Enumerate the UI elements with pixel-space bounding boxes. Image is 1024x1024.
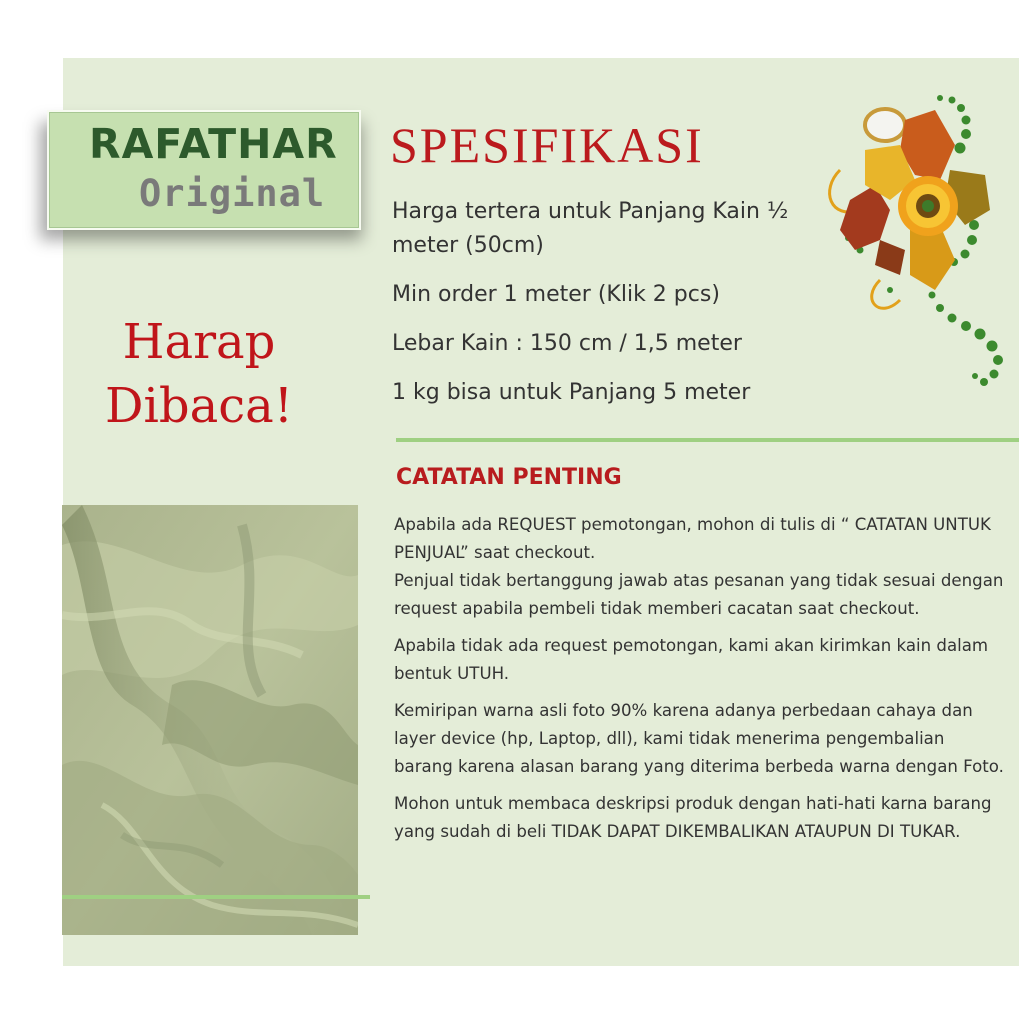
spec-item: Harga tertera untuk Panjang Kain ½ meter (50cm) <box>392 199 789 258</box>
note-paragraph: Apabila tidak ada request pemotongan, kami akan kirimkan kain dalam bentuk UTUH. <box>394 636 989 683</box>
spec-title: SPESIFIKASI <box>390 117 704 173</box>
sunflower-icon <box>898 176 958 236</box>
spec-item: Lebar Kain : 150 cm / 1,5 meter <box>392 331 742 356</box>
section-divider <box>396 438 1019 442</box>
note-text: Penjual tidak bertanggung jawab atas pesanan yang tidak sesuai dengan request apabila pembeli tidak memberi cacatan saat checkout. <box>394 571 1004 618</box>
brand-name: RAFATHAR <box>89 120 338 168</box>
note-paragraph: Kemiripan warna asli foto 90% karena adanya perbedaan cahaya dan layer device (hp, Laptop, dll), kami tidak menerima pengembalian barang karena alasan barang yang diterima berbeda warna dengan Foto. <box>394 701 1004 776</box>
brand-sub: Original <box>139 172 326 215</box>
catatan-notes <box>394 511 1006 855</box>
notice-heading <box>94 310 304 438</box>
notice-line-1: Harap <box>122 314 276 370</box>
spec-item: 1 kg bisa untuk Panjang 5 meter <box>392 380 751 405</box>
spec-item: Min order 1 meter (Klik 2 pcs) <box>392 282 720 307</box>
notice-line-2: Dibaca! <box>105 378 293 434</box>
spec-list <box>392 195 832 425</box>
flower-ornament <box>820 90 1010 395</box>
note-paragraph: Mohon untuk membaca deskripsi produk dengan hati-hati karna barang yang sudah di beli TIDAK DAPAT DIKEMBALIKAN ATAUPUN DI TUKAR. <box>394 794 992 841</box>
brand-logo <box>47 110 361 230</box>
fabric-photo <box>62 505 358 935</box>
note-text: Apabila ada REQUEST pemotongan, mohon di tulis di “ CATATAN UNTUK PENJUAL” saat checkout. <box>394 515 991 562</box>
note-paragraph <box>394 511 1006 623</box>
catatan-title: CATATAN PENTING <box>396 465 622 490</box>
fabric-divider <box>62 895 370 899</box>
